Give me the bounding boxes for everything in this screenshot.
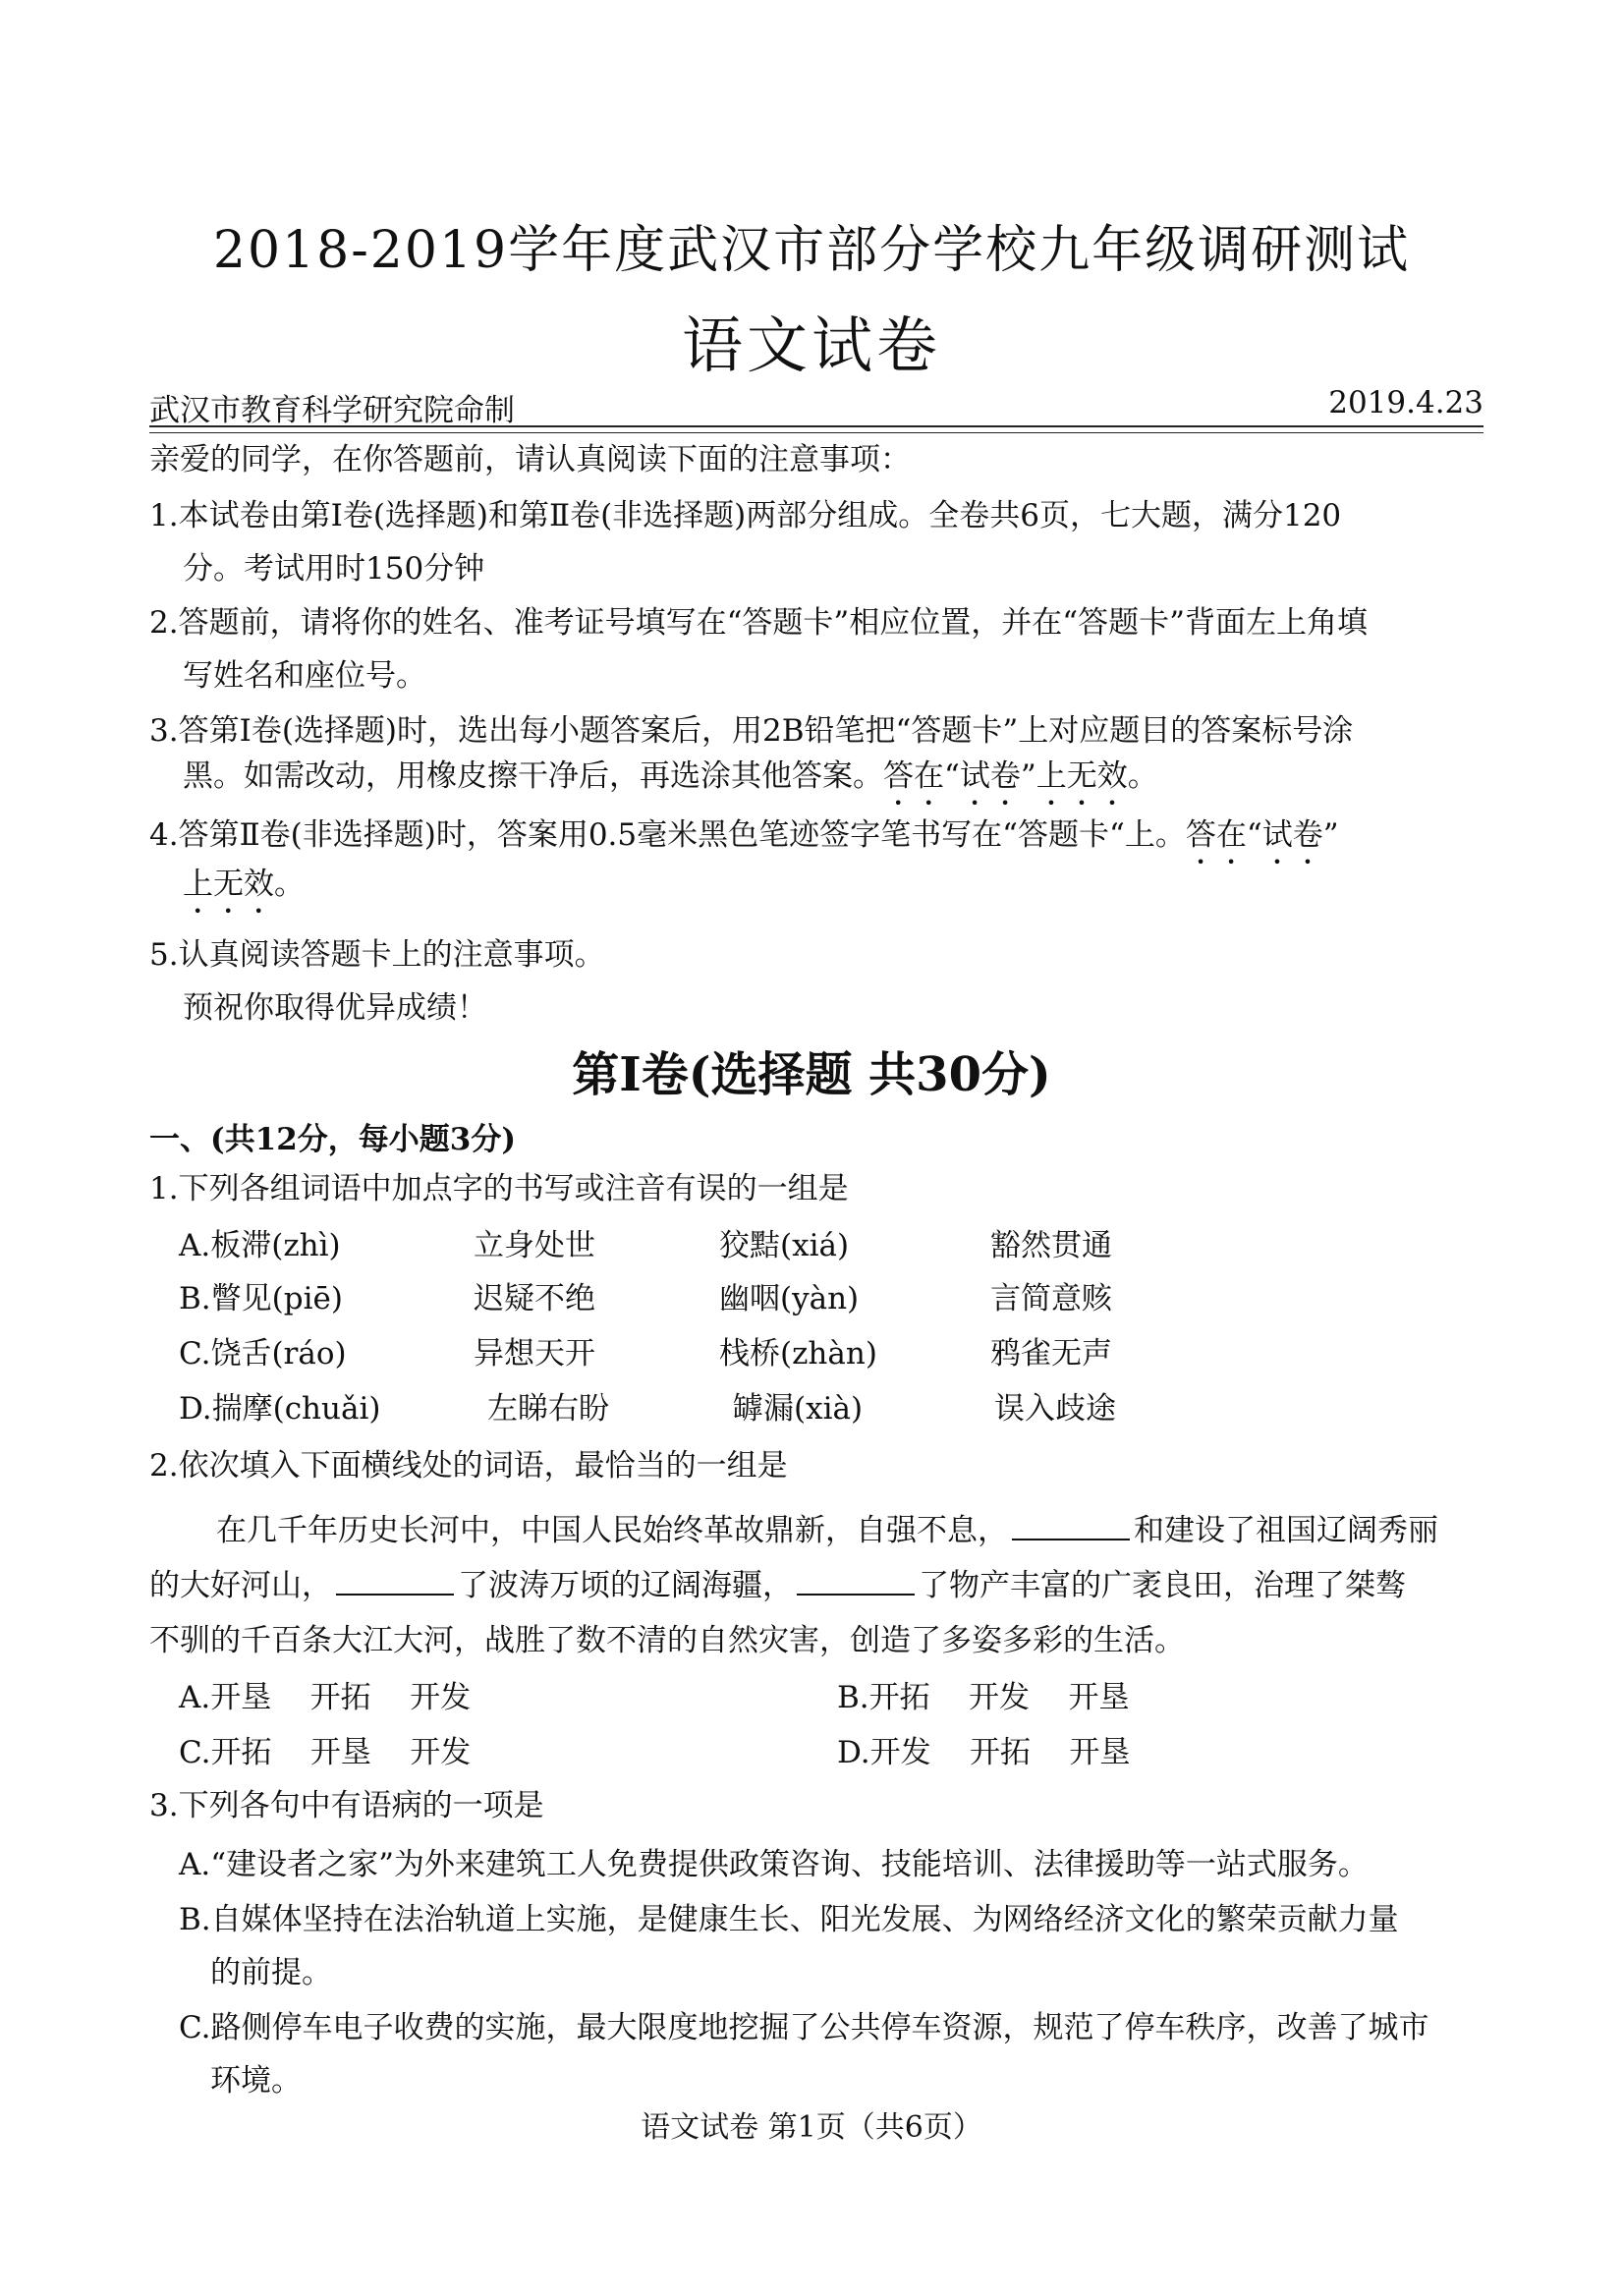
notice-item-4 (149, 815, 1339, 871)
q2-passage-text: 了波涛万顷的辽阔海疆， (458, 1568, 793, 1603)
exam-title: 2018-2019学年度武汉市部分学校九年级调研测试 (212, 221, 1411, 280)
q2-passage-line-2 (149, 1566, 1406, 1605)
blank-2 (336, 1568, 454, 1596)
exam-date: 2019.4.23 (1328, 385, 1483, 420)
issuer: 武汉市教育科学研究院命制 (149, 393, 515, 428)
q1-option-a-1: A.板滞(zhì) (179, 1228, 341, 1263)
notice-item-4-text: 4.答第Ⅱ卷(非选择题)时，答案用0.5毫米黑色笔迹签字笔书写在“答题卡“上。 (149, 817, 1186, 853)
exam-subtitle: 语文试卷 (681, 309, 941, 381)
q1-stem: 1.下列各组词语中加点字的书写或注音有误的一组是 (149, 1171, 849, 1206)
q2-passage-text: 和建设了祖国辽阔秀丽 (1134, 1513, 1438, 1548)
notice-item-3-cont (183, 756, 1158, 812)
notice-wish: 预祝你取得优异成绩！ (183, 990, 487, 1026)
q3-stem: 3.下列各句中有语病的一项是 (149, 1788, 544, 1823)
q2-passage-line-3: 不驯的千百条大江大河，战胜了数不清的自然灾害，创造了多姿多彩的生活。 (149, 1623, 1185, 1658)
q2-passage-line-1 (216, 1511, 1438, 1550)
header-rule-thin (149, 432, 1483, 433)
blank-3 (797, 1568, 915, 1596)
notice-item-4-cont: 上无效。 (183, 867, 305, 902)
notice-item-3-text: 黑。如需改动，用橡皮擦干净后，再选涂其他答案。 (183, 758, 883, 794)
q1-option-d-1: D.揣摩(chuǎi) (179, 1391, 381, 1427)
q1-option-a-3: 狡黠(xiá) (719, 1228, 850, 1263)
notice-item-1: 1.本试卷由第Ⅰ卷(选择题)和第Ⅱ卷(非选择题)两部分组成。全卷共6页，七大题，满分120 (149, 498, 1342, 533)
part-header: 一、(共12分，每小题3分) (149, 1122, 517, 1157)
notice-item-2-cont: 写姓名和座位号。 (183, 658, 426, 694)
blank-1 (1012, 1513, 1130, 1540)
notice-item-5: 5.认真阅读答题卡上的注意事项。 (149, 937, 605, 973)
notice-item-4-emphasis: 答在“试卷” (1185, 817, 1339, 853)
notice-item-1-cont: 分。考试用时150分钟 (183, 551, 485, 587)
q1-option-c-1: C.饶舌(ráo) (179, 1336, 347, 1372)
q3-option-c: C.路侧停车电子收费的实施，最大限度地挖掘了公共停车资源，规范了停车秩序，改善了城市 (179, 2010, 1429, 2045)
q1-option-b-1: B.瞥见(piē) (179, 1281, 343, 1316)
q1-option-c-2: 异想天开 (474, 1336, 595, 1372)
q2-option-c: C.开拓 开垦 开发 (179, 1735, 472, 1770)
notice-intro: 亲爱的同学，在你答题前，请认真阅读下面的注意事项： (149, 442, 911, 477)
q1-option-d-4: 误入歧途 (994, 1391, 1116, 1427)
q1-option-b-4: 言简意赅 (990, 1281, 1112, 1316)
q3-option-b-cont: 的前提。 (210, 1955, 332, 1990)
q2-stem: 2.依次填入下面横线处的词语，最恰当的一组是 (149, 1448, 788, 1484)
q2-passage-text: 了物产丰富的广袤良田，治理了桀骜 (919, 1568, 1406, 1603)
q1-option-b-2: 迟疑不绝 (474, 1281, 595, 1316)
notice-item-2: 2.答题前，请将你的姓名、准考证号填写在“答题卡”相应位置，并在“答题卡”背面左上角填 (149, 605, 1368, 641)
q3-option-c-cont: 环境。 (210, 2063, 302, 2099)
q1-option-a-2: 立身处世 (474, 1228, 595, 1263)
q1-option-c-3: 栈桥(zhàn) (719, 1336, 877, 1372)
q2-passage-text: 的大好河山， (149, 1568, 332, 1603)
q1-option-b-3: 幽咽(yàn) (719, 1281, 860, 1316)
section-title: 第Ⅰ卷(选择题 共30分) (572, 1047, 1051, 1102)
header-rule (149, 425, 1483, 427)
q2-option-b: B.开拓 开发 开垦 (837, 1680, 1130, 1715)
q2-passage-text: 在几千年历史长河中，中国人民始终革故鼎新，自强不息， (216, 1513, 1008, 1548)
notice-item-3-emphasis: 答在“试卷”上无效。 (883, 758, 1158, 794)
q3-option-b: B.自媒体坚持在法治轨道上实施，是健康生长、阳光发展、为网络经济文化的繁荣贡献力量 (179, 1902, 1399, 1937)
q2-option-a: A.开垦 开拓 开发 (179, 1680, 472, 1715)
q1-option-d-2: 左睇右盼 (487, 1391, 609, 1427)
q2-option-d: D.开发 开拓 开垦 (837, 1735, 1131, 1770)
q1-option-d-3: 罅漏(xià) (733, 1391, 864, 1427)
q1-option-c-4: 鸦雀无声 (990, 1336, 1112, 1372)
q1-option-a-4: 豁然贯通 (990, 1228, 1112, 1263)
page-footer: 语文试卷 第1页（共6页） (641, 2110, 982, 2145)
notice-item-3: 3.答第Ⅰ卷(选择题)时，选出每小题答案后，用2B铅笔把“答题卡”上对应题目的答案标号涂 (149, 713, 1354, 749)
q3-option-a: A.“建设者之家”为外来建筑工人免费提供政策咨询、技能培训、法律援助等一站式服务。 (179, 1847, 1369, 1882)
